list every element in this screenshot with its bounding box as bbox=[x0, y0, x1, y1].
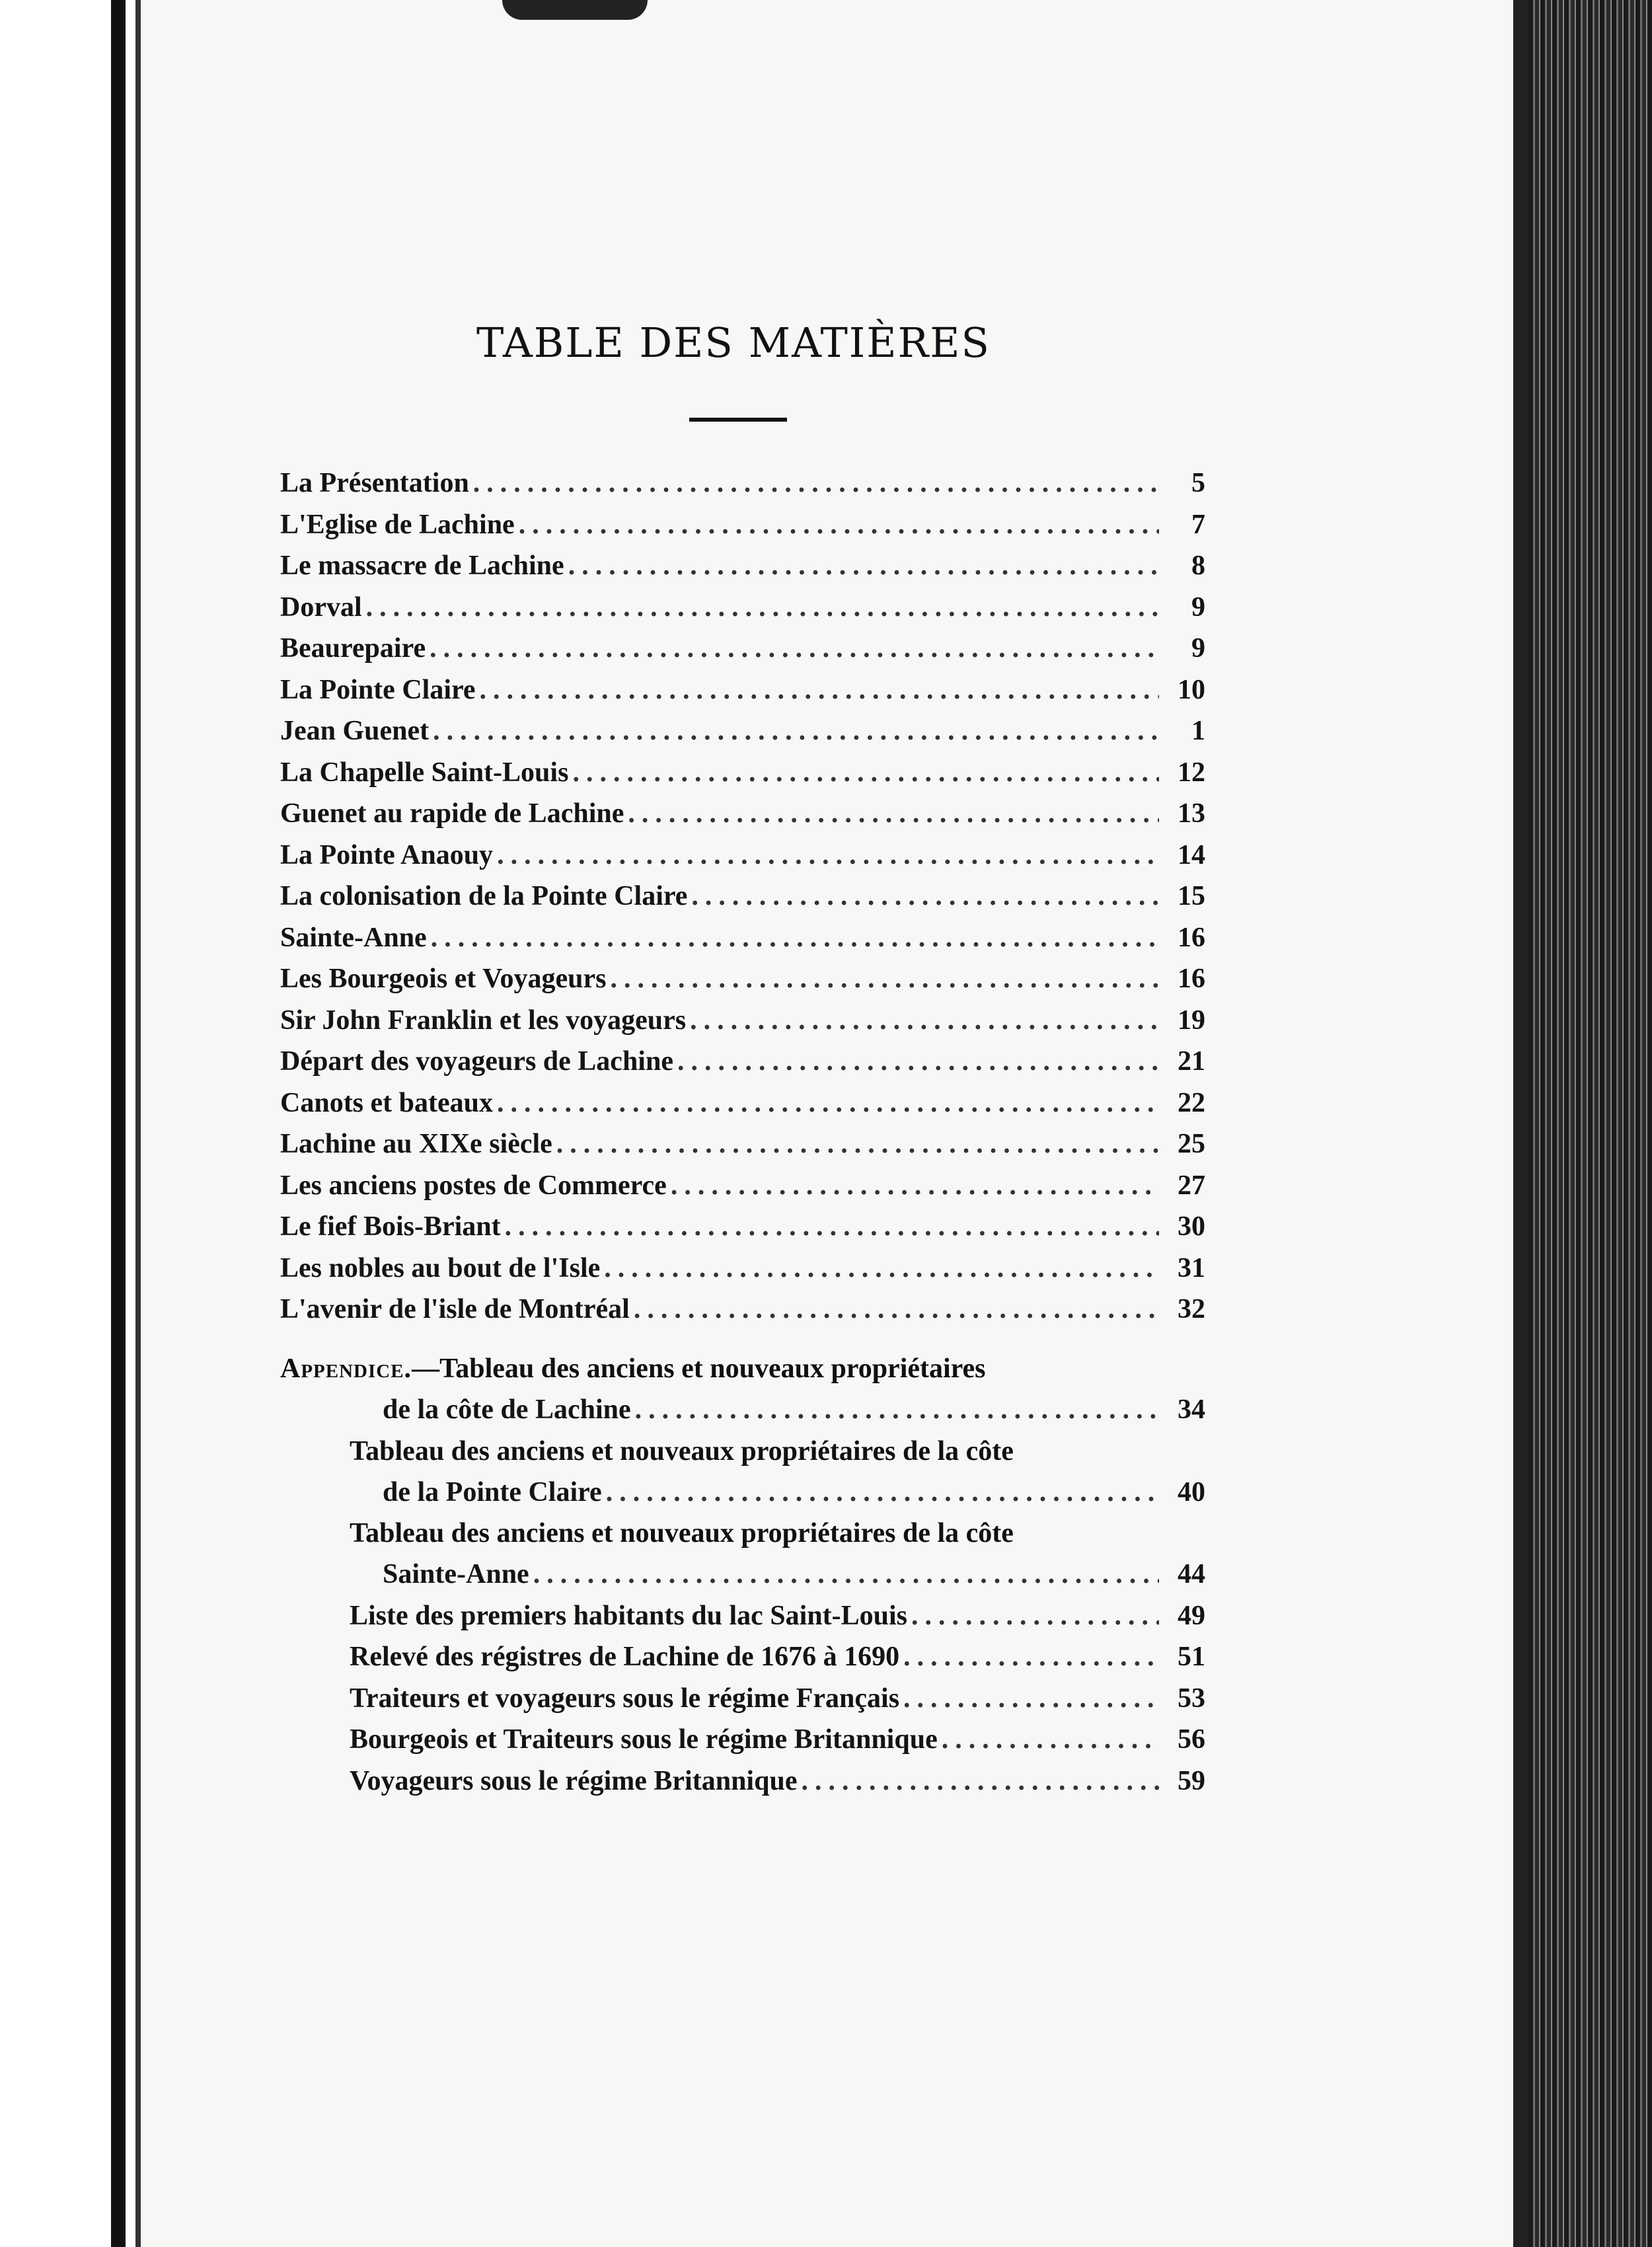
toc-entry-page: 44 bbox=[1178, 1559, 1205, 1589]
appendix-entry-line: Tableau des anciens et nouveaux propriétaires de la côte bbox=[350, 1518, 1014, 1548]
leader-dots bbox=[433, 710, 1159, 751]
appendix-section bbox=[280, 1348, 1205, 1802]
table-of-contents bbox=[280, 463, 1205, 1330]
toc-entry-label: L'Eglise de Lachine bbox=[280, 509, 515, 540]
toc-entry bbox=[280, 1389, 1205, 1431]
appendix-entry-line: Tableau des anciens et nouveaux propriétaires de la côte bbox=[350, 1435, 1014, 1466]
toc-entry bbox=[280, 1041, 1205, 1083]
leader-dots bbox=[677, 1041, 1159, 1082]
leader-dots bbox=[671, 1165, 1159, 1206]
toc-entry-label: Canots et bateaux bbox=[280, 1087, 493, 1118]
toc-entry-page: 32 bbox=[1178, 1294, 1205, 1324]
toc-entry bbox=[280, 504, 1205, 546]
leader-dots bbox=[606, 1472, 1159, 1513]
title-divider bbox=[689, 418, 787, 422]
toc-entry-page: 31 bbox=[1178, 1252, 1205, 1283]
toc-entry-page: 15 bbox=[1178, 881, 1205, 911]
toc-entry-page: 8 bbox=[1191, 551, 1205, 581]
toc-entry-page: 34 bbox=[1178, 1394, 1205, 1425]
leader-dots bbox=[497, 1083, 1159, 1124]
leader-dots bbox=[568, 545, 1159, 586]
toc-entry-page: 21 bbox=[1178, 1046, 1205, 1077]
appendix-heading-text: —Tableau des anciens et nouveaux propriétaires bbox=[412, 1353, 986, 1384]
toc-entry-page: 16 bbox=[1178, 922, 1205, 953]
toc-entry-label: Lachine au XIXe siècle bbox=[280, 1129, 552, 1159]
leader-dots bbox=[430, 628, 1159, 669]
toc-entry-page: 59 bbox=[1178, 1765, 1205, 1796]
toc-entry-label: Sainte-Anne bbox=[280, 922, 427, 953]
toc-entry bbox=[280, 917, 1205, 959]
page-title: TABLE DES MATIÈRES bbox=[476, 319, 991, 367]
toc-entry-label: Traiteurs et voyageurs sous le régime Français bbox=[350, 1683, 900, 1714]
toc-entry-label: Le massacre de Lachine bbox=[280, 551, 564, 581]
leader-dots bbox=[903, 1636, 1159, 1677]
toc-entry-label: L'avenir de l'isle de Montréal bbox=[280, 1294, 630, 1324]
leader-dots bbox=[911, 1595, 1159, 1636]
leader-dots bbox=[480, 669, 1159, 710]
toc-entry bbox=[280, 835, 1205, 876]
toc-entry bbox=[280, 1554, 1205, 1595]
leader-dots bbox=[431, 917, 1159, 958]
toc-entry-page: 16 bbox=[1178, 964, 1205, 994]
appendix-label: Appendice. bbox=[280, 1353, 412, 1384]
toc-entry bbox=[280, 628, 1205, 669]
scan-right-page-stack bbox=[1528, 0, 1652, 2247]
toc-entry-page: 22 bbox=[1178, 1087, 1205, 1118]
toc-entry bbox=[280, 669, 1205, 711]
toc-entry-label: Sainte-Anne bbox=[383, 1559, 529, 1589]
leader-dots bbox=[611, 958, 1160, 999]
toc-entry bbox=[280, 752, 1205, 794]
toc-entry-label: Départ des voyageurs de Lachine bbox=[280, 1046, 673, 1077]
leader-dots bbox=[556, 1124, 1159, 1164]
toc-entry bbox=[280, 1678, 1205, 1720]
toc-entry bbox=[280, 1206, 1205, 1248]
leader-dots bbox=[497, 835, 1159, 876]
toc-entry-page: 51 bbox=[1178, 1642, 1205, 1672]
toc-entry-label: de la côte de Lachine bbox=[383, 1394, 631, 1425]
leader-dots bbox=[903, 1678, 1159, 1719]
toc-entry bbox=[280, 1472, 1205, 1513]
toc-entry-page: 13 bbox=[1178, 798, 1205, 829]
toc-entry-page: 9 bbox=[1191, 591, 1205, 623]
toc-entry-page: 7 bbox=[1191, 509, 1205, 540]
toc-entry bbox=[280, 1000, 1205, 1042]
toc-entry-label: Le fief Bois-Briant bbox=[280, 1211, 501, 1242]
toc-entry-label: Relevé des régistres de Lachine de 1676 à 1690 bbox=[350, 1642, 900, 1672]
toc-entry-label: La Présentation bbox=[280, 468, 469, 498]
scan-top-artifact bbox=[502, 0, 648, 20]
toc-entry-page: 5 bbox=[1191, 468, 1205, 498]
toc-entry bbox=[280, 463, 1205, 504]
toc-entry-label: Dorval bbox=[280, 591, 362, 623]
toc-entry bbox=[280, 1636, 1205, 1678]
toc-entry-label: Beaurepaire bbox=[280, 633, 426, 664]
leader-dots bbox=[801, 1761, 1159, 1802]
toc-entry-label: Jean Guenet bbox=[280, 716, 430, 746]
toc-entry-label: Liste des premiers habitants du lac Saint-Louis bbox=[350, 1600, 907, 1631]
toc-entry-page: 1 bbox=[1191, 716, 1205, 746]
toc-entry bbox=[280, 793, 1205, 835]
toc-entry-page: 40 bbox=[1178, 1476, 1205, 1507]
toc-entry bbox=[280, 1719, 1205, 1761]
toc-entry-label: Sir John Franklin et les voyageurs bbox=[280, 1005, 687, 1036]
toc-entry bbox=[280, 1124, 1205, 1165]
toc-entry bbox=[280, 958, 1205, 1000]
toc-entry-label: Les anciens postes de Commerce bbox=[280, 1170, 667, 1201]
leader-dots bbox=[533, 1554, 1159, 1595]
toc-entry bbox=[280, 1289, 1205, 1330]
leader-dots bbox=[628, 793, 1159, 834]
toc-entry-page: 49 bbox=[1178, 1600, 1205, 1631]
leader-dots bbox=[366, 587, 1159, 628]
toc-entry bbox=[280, 1595, 1205, 1637]
toc-entry-page: 9 bbox=[1191, 633, 1205, 664]
toc-entry-page: 53 bbox=[1178, 1683, 1205, 1714]
toc-entry-page: 27 bbox=[1178, 1170, 1205, 1201]
toc-entry-page: 10 bbox=[1178, 674, 1205, 705]
toc-entry-label: La Pointe Claire bbox=[280, 674, 476, 705]
toc-entry-page: 14 bbox=[1178, 839, 1205, 870]
toc-entry bbox=[280, 710, 1205, 752]
leader-dots bbox=[519, 504, 1159, 545]
leader-dots bbox=[634, 1289, 1159, 1330]
leader-dots bbox=[942, 1719, 1159, 1760]
toc-entry bbox=[280, 876, 1205, 917]
toc-entry bbox=[280, 545, 1205, 587]
toc-entry-label: Bourgeois et Traiteurs sous le régime Britannique bbox=[350, 1724, 938, 1755]
leader-dots bbox=[572, 752, 1159, 793]
toc-entry-label: La Chapelle Saint-Louis bbox=[280, 757, 569, 788]
toc-entry-label: Guenet au rapide de Lachine bbox=[280, 798, 624, 829]
toc-entry-label: Les nobles au bout de l'Isle bbox=[280, 1252, 601, 1283]
toc-entry-label: Les Bourgeois et Voyageurs bbox=[280, 964, 607, 994]
toc-entry bbox=[280, 587, 1205, 628]
appendix-heading bbox=[280, 1348, 1205, 1389]
leader-dots bbox=[691, 876, 1159, 917]
toc-entry bbox=[280, 1761, 1205, 1802]
toc-entry-label: La colonisation de la Pointe Claire bbox=[280, 881, 688, 911]
toc-entry-label: de la Pointe Claire bbox=[383, 1476, 602, 1507]
toc-entry-page: 56 bbox=[1178, 1724, 1205, 1755]
toc-entry-page: 30 bbox=[1178, 1211, 1205, 1242]
toc-entry-page: 25 bbox=[1178, 1129, 1205, 1159]
leader-dots bbox=[604, 1248, 1159, 1289]
toc-entry bbox=[280, 1248, 1205, 1289]
toc-entry-page: 19 bbox=[1178, 1005, 1205, 1036]
toc-entry bbox=[280, 1083, 1205, 1124]
leader-dots bbox=[505, 1206, 1159, 1247]
toc-entry-label: La Pointe Anaouy bbox=[280, 839, 494, 870]
toc-entry-label: Voyageurs sous le régime Britannique bbox=[350, 1765, 798, 1796]
toc-entry-page: 12 bbox=[1178, 757, 1205, 788]
leader-dots bbox=[473, 463, 1159, 504]
leader-dots bbox=[635, 1389, 1159, 1430]
leader-dots bbox=[690, 1000, 1159, 1041]
toc-entry bbox=[280, 1165, 1205, 1207]
